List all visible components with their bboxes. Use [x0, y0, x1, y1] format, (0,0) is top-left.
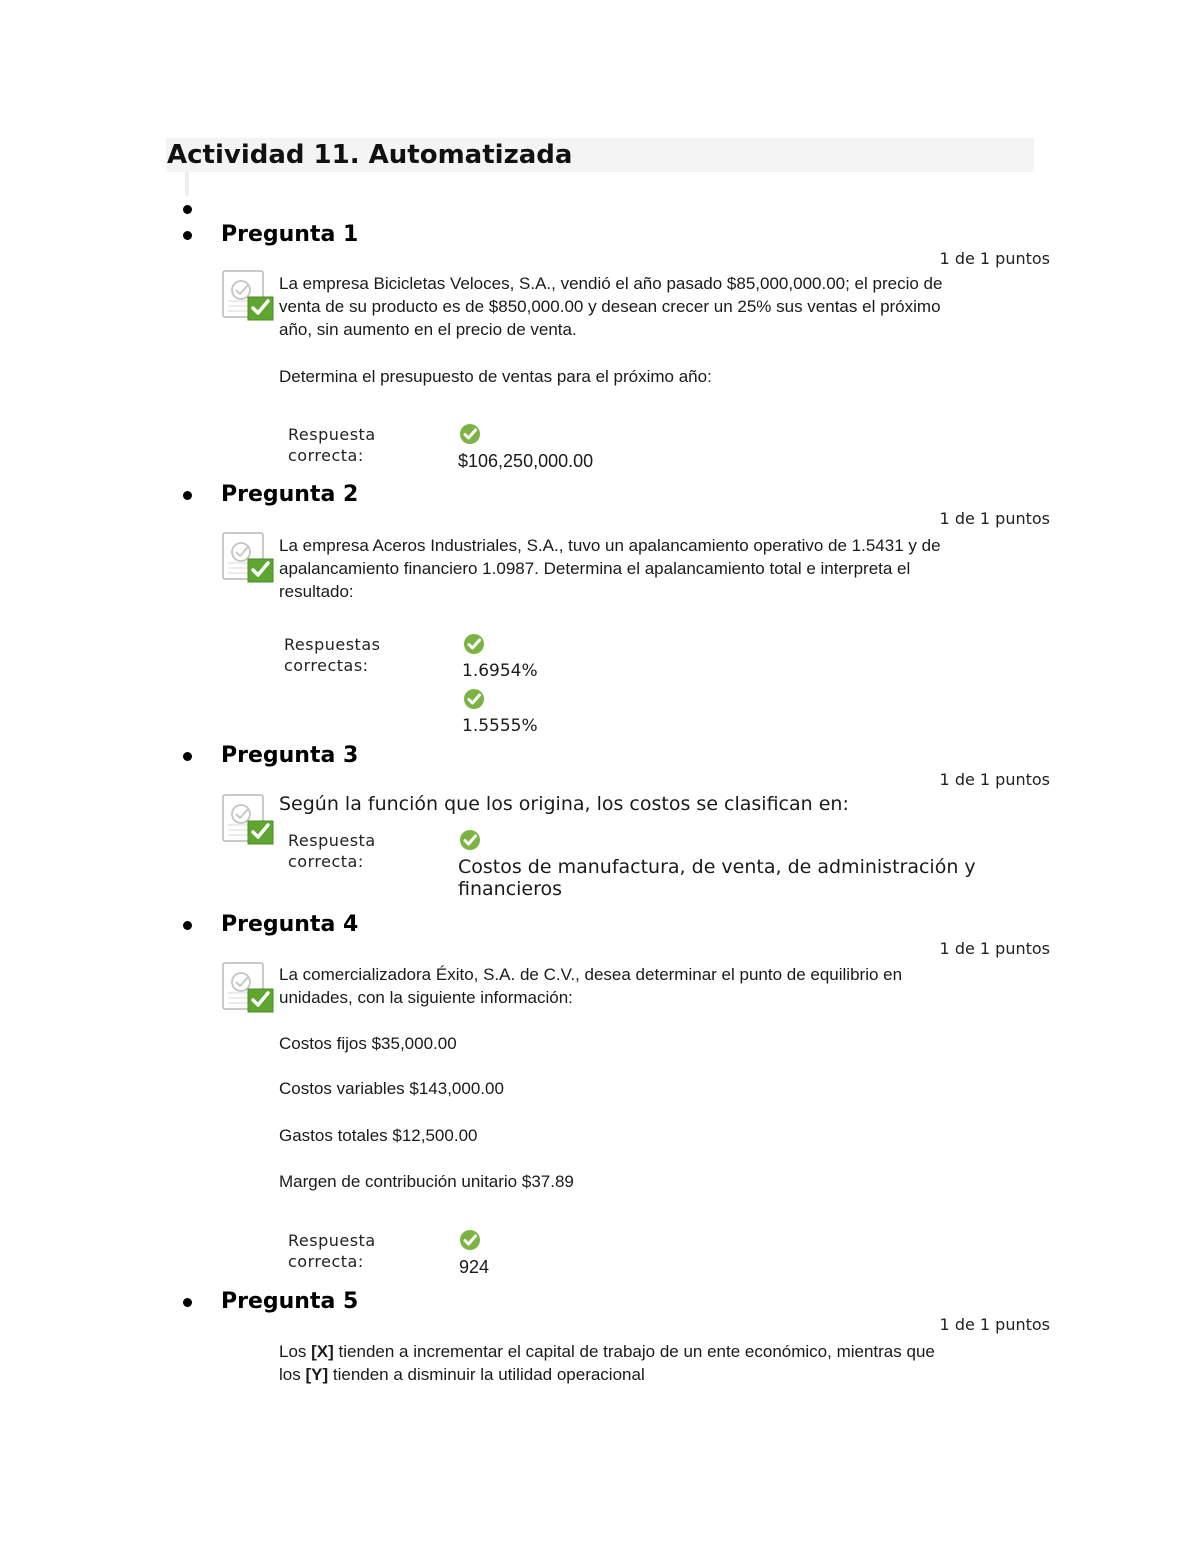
- list-bullet: [183, 491, 192, 500]
- graded-correct-icon: [222, 270, 274, 322]
- answer-label: [288, 424, 438, 466]
- answer-value: [458, 856, 976, 900]
- answer-label-line: correcta:: [288, 852, 364, 871]
- question-heading: Pregunta 5: [221, 1289, 359, 1314]
- question-text-line: [279, 1340, 1054, 1363]
- answer-value: 924: [459, 1257, 490, 1277]
- points-score: 1 de 1 puntos: [939, 1315, 1050, 1334]
- points-score: 1 de 1 puntos: [939, 509, 1050, 528]
- question-heading: Pregunta 4: [221, 912, 359, 937]
- question-heading: Pregunta 1: [221, 222, 359, 247]
- check-circle-icon: [459, 423, 481, 445]
- text-fragment: los: [279, 1365, 306, 1384]
- graded-correct-icon: [222, 962, 274, 1014]
- answer-value: $106,250,000.00: [458, 451, 594, 471]
- question-text-line: apalancamiento financiero 1.0987. Determina el apalancamiento total e interpreta el: [279, 559, 911, 578]
- answer-label: [284, 634, 434, 676]
- list-bullet: [183, 921, 192, 930]
- question-text-line: La empresa Aceros Industriales, S.A., tuvo un apalancamiento operativo de 1.5431 y de: [279, 536, 941, 555]
- question-text: [279, 534, 1054, 603]
- question-text-line: La comercializadora Éxito, S.A. de C.V., desea determinar el punto de equilibrio en: [279, 965, 903, 984]
- check-circle-icon: [463, 688, 485, 710]
- graded-correct-icon: [222, 794, 274, 846]
- answer-label: [288, 1230, 438, 1272]
- question-text: [279, 793, 1054, 816]
- question-text-line: unidades, con la siguiente información:: [279, 988, 573, 1007]
- question-prompt: Determina el presupuesto de ventas para el próximo año:: [279, 367, 712, 386]
- answer-label-line: Respuesta: [288, 831, 376, 850]
- graded-correct-icon: [222, 532, 274, 584]
- answer-value-line: financieros: [458, 878, 563, 900]
- question-heading: Pregunta 3: [221, 743, 359, 768]
- text-fragment: tienden a disminuir la utilidad operacional: [328, 1365, 645, 1384]
- question-heading: Pregunta 2: [221, 482, 359, 507]
- answer-label-line: correctas:: [284, 656, 369, 675]
- check-circle-icon: [459, 1229, 481, 1251]
- list-bullet: [183, 231, 192, 240]
- detail-line: Costos fijos $35,000.00: [279, 1034, 457, 1053]
- detail-line: Gastos totales $12,500.00: [279, 1126, 478, 1145]
- title-divider: [185, 172, 189, 196]
- question-text-line: año, sin aumento en el precio de venta.: [279, 320, 577, 339]
- text-fragment: tienden a incrementar el capital de trabajo de un ente económico, mientras que: [333, 1342, 935, 1361]
- placeholder-x: [X]: [311, 1342, 334, 1361]
- question-text: [279, 1340, 1054, 1386]
- answer-label-line: correcta:: [288, 446, 364, 465]
- answer-label-line: Respuesta: [288, 1231, 376, 1250]
- question-text-line: Según la función que los origina, los costos se clasifican en:: [279, 793, 849, 815]
- question-text: [279, 963, 1054, 1009]
- answer-value: 1.6954%: [462, 661, 538, 681]
- answer-label-line: Respuestas: [284, 635, 381, 654]
- question-text-line: [279, 1363, 1054, 1386]
- answer-value: 1.5555%: [462, 716, 538, 736]
- answer-label-line: correcta:: [288, 1252, 364, 1271]
- list-bullet: [183, 205, 192, 214]
- question-text-line: La empresa Bicicletas Veloces, S.A., vendió el año pasado $85,000,000.00; el precio de: [279, 274, 943, 293]
- check-circle-icon: [459, 829, 481, 851]
- placeholder-y: [Y]: [305, 1365, 329, 1384]
- answer-label: [288, 830, 438, 872]
- answer-label-line: Respuesta: [288, 425, 376, 444]
- detail-line: Costos variables $143,000.00: [279, 1079, 504, 1098]
- text-fragment: Los: [279, 1342, 312, 1361]
- question-text: [279, 272, 1054, 341]
- answer-value-line: Costos de manufactura, de venta, de administración y: [458, 856, 976, 878]
- question-text-line: resultado:: [279, 582, 354, 601]
- points-score: 1 de 1 puntos: [939, 939, 1050, 958]
- list-bullet: [183, 1298, 192, 1307]
- page-title: Actividad 11. Automatizada: [167, 140, 573, 170]
- points-score: 1 de 1 puntos: [939, 770, 1050, 789]
- points-score: 1 de 1 puntos: [939, 249, 1050, 268]
- check-circle-icon: [463, 633, 485, 655]
- detail-line: Margen de contribución unitario $37.89: [279, 1172, 574, 1191]
- list-bullet: [183, 752, 192, 761]
- question-text-line: venta de su producto es de $850,000.00 y desean crecer un 25% sus ventas el próximo: [279, 297, 941, 316]
